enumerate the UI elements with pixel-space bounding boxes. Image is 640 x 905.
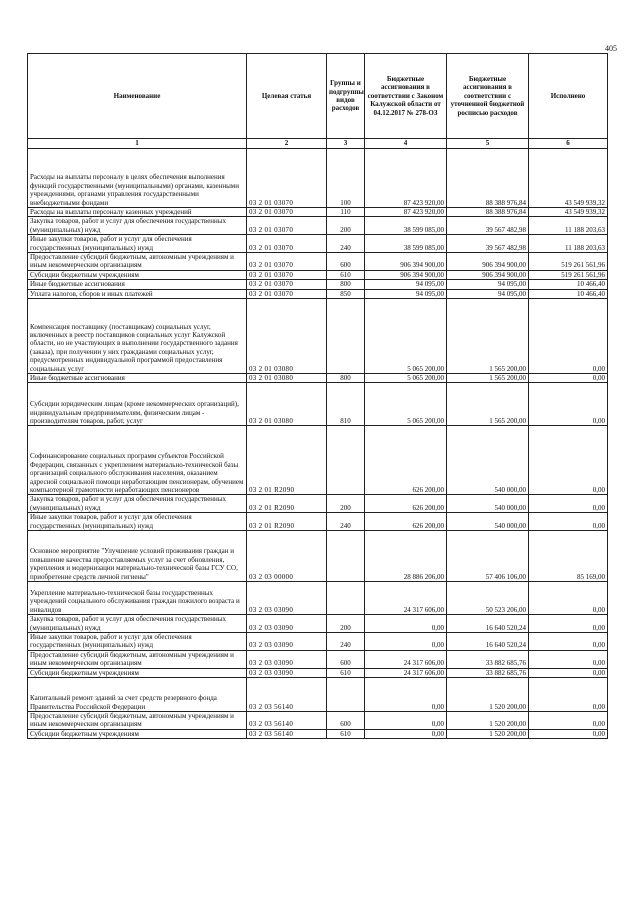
cell-exec: 0,00 xyxy=(529,729,608,738)
cell-name: Расходы на выплаты персоналу казенных учреждений xyxy=(28,208,247,217)
cell-refined: 906 394 900,00 xyxy=(447,253,529,271)
cell-law: 87 423 920,00 xyxy=(365,149,447,208)
cell-code: 03 2 03 03090 xyxy=(247,632,327,650)
table-row xyxy=(28,668,608,677)
cell-name: Предоставление субсидий бюджетным, автономным учреждениям и иным некоммерческим организациям xyxy=(28,711,247,729)
page-number: 405 xyxy=(605,44,617,53)
cell-group: 850 xyxy=(327,289,365,298)
table-row xyxy=(28,650,608,668)
cell-group: 610 xyxy=(327,270,365,279)
cell-group xyxy=(327,299,365,374)
cell-exec: 0,00 xyxy=(529,495,608,513)
cell-group: 240 xyxy=(327,632,365,650)
cell-group: 800 xyxy=(327,374,365,383)
cell-law: 626 200,00 xyxy=(365,513,447,531)
cell-law: 5 065 200,00 xyxy=(365,299,447,374)
cell-exec: 0,00 xyxy=(529,711,608,729)
cell-name: Расходы на выплаты персоналу в целях обеспечения выполнения функций государственными (муниципальными) органами, казенными учреждениями, органами управления государственными внебюджетными фондами xyxy=(28,149,247,208)
cell-group: 600 xyxy=(327,711,365,729)
cell-exec: 0,00 xyxy=(529,374,608,383)
cell-name: Капитальный ремонт зданий за счет средств резервного фонда Правительства Российской Федерации xyxy=(28,677,247,711)
column-number: 1 xyxy=(28,139,247,149)
cell-name: Субсидии бюджетным учреждениям xyxy=(28,729,247,738)
header-budget-law: Бюджетные ассигнования в соответствии с Законом Калужской области от 04.12.2017 № 278-ОЗ xyxy=(365,54,447,139)
cell-law: 0,00 xyxy=(365,632,447,650)
cell-name: Укрепление материально-технической базы государственных учреждений социального обслуживания граждан пожилого возраста и инвалидов xyxy=(28,582,247,615)
cell-exec: 0,00 xyxy=(529,383,608,426)
cell-refined: 16 640 520,24 xyxy=(447,615,529,633)
cell-name: Субсидии бюджетным учреждениям xyxy=(28,668,247,677)
table-row xyxy=(28,495,608,513)
table-row xyxy=(28,426,608,495)
table-row xyxy=(28,374,608,383)
cell-code: 03 2 01 R2090 xyxy=(247,495,327,513)
cell-law: 94 095,00 xyxy=(365,289,447,298)
cell-law: 0,00 xyxy=(365,711,447,729)
column-numbers-row xyxy=(28,139,608,149)
cell-refined: 33 882 685,76 xyxy=(447,650,529,668)
cell-name: Уплата налогов, сборов и иных платежей xyxy=(28,289,247,298)
cell-exec: 0,00 xyxy=(529,582,608,615)
table-row xyxy=(28,632,608,650)
cell-code: 03 2 03 00000 xyxy=(247,531,327,582)
cell-exec: 43 549 939,32 xyxy=(529,208,608,217)
cell-group xyxy=(327,677,365,711)
cell-name: Иные бюджетные ассигнования xyxy=(28,374,247,383)
cell-code: 03 2 01 R2090 xyxy=(247,513,327,531)
cell-name: Предоставление субсидий бюджетным, автономным учреждениям и иным некоммерческим организациям xyxy=(28,253,247,271)
table-row xyxy=(28,677,608,711)
cell-code: 03 2 03 03090 xyxy=(247,650,327,668)
cell-name: Софинансирование социальных программ субъектов Российской Федерации, связанных с укреплением материально-технической базы организаций социального обслуживания населения, оказанием адресной социальной помощи неработающим пенсионерам, обучением компьютерной грамотности неработающих пенсионеров xyxy=(28,426,247,495)
cell-name: Компенсация поставщику (поставщикам) социальных услуг, включенных в реестр поставщиков социальных услуг Калужской области, но не участвующих в выполнении государственного задания (заказа), при получении у них гражданами социальных услуг, предусмотренных индивидуальной программой предоставления социальных услуг xyxy=(28,299,247,374)
header-budget-refined: Бюджетные ассигнования в соответствии с уточненной бюджетной росписью расходов xyxy=(447,54,529,139)
cell-name: Субсидии юридическим лицам (кроме некоммерческих организаций), индивидуальным предпринимателям, физическим лицам - производителям товаров, работ, услуг xyxy=(28,383,247,426)
column-number: 3 xyxy=(327,139,365,149)
cell-law: 24 317 606,00 xyxy=(365,582,447,615)
cell-law: 5 065 200,00 xyxy=(365,383,447,426)
cell-name: Закупка товаров, работ и услуг для обеспечения государственных (муниципальных) нужд xyxy=(28,217,247,235)
cell-exec: 519 261 561,96 xyxy=(529,270,608,279)
cell-refined: 1 565 200,00 xyxy=(447,374,529,383)
cell-exec: 519 261 561,96 xyxy=(529,253,608,271)
cell-exec: 11 188 203,63 xyxy=(529,217,608,235)
cell-exec: 10 466,40 xyxy=(529,280,608,289)
cell-group xyxy=(327,426,365,495)
cell-law: 38 599 085,00 xyxy=(365,235,447,253)
table-row xyxy=(28,513,608,531)
cell-exec: 0,00 xyxy=(529,668,608,677)
cell-exec: 0,00 xyxy=(529,426,608,495)
table-row xyxy=(28,299,608,374)
cell-code: 03 2 03 03090 xyxy=(247,668,327,677)
cell-refined: 16 640 520,24 xyxy=(447,632,529,650)
cell-name: Иные закупки товаров, работ и услуг для обеспечения государственных (муниципальных) нужд xyxy=(28,235,247,253)
cell-law: 626 200,00 xyxy=(365,495,447,513)
cell-law: 24 317 606,00 xyxy=(365,668,447,677)
cell-group: 200 xyxy=(327,217,365,235)
cell-group: 810 xyxy=(327,383,365,426)
cell-group: 240 xyxy=(327,513,365,531)
cell-code: 03 2 03 03090 xyxy=(247,615,327,633)
header-groups: Группы и подгруппы видов расходов xyxy=(327,54,365,139)
cell-law: 906 394 900,00 xyxy=(365,270,447,279)
cell-code: 03 2 01 03080 xyxy=(247,383,327,426)
cell-refined: 1 520 200,00 xyxy=(447,711,529,729)
cell-law: 626 200,00 xyxy=(365,426,447,495)
cell-code: 03 2 03 56140 xyxy=(247,711,327,729)
table-row xyxy=(28,253,608,271)
cell-law: 38 599 085,00 xyxy=(365,217,447,235)
cell-refined: 39 567 482,98 xyxy=(447,217,529,235)
header-execution: Исполнено xyxy=(529,54,608,139)
cell-exec: 10 466,40 xyxy=(529,289,608,298)
cell-group: 200 xyxy=(327,495,365,513)
header-name: Наименование xyxy=(28,54,247,139)
cell-name: Иные закупки товаров, работ и услуг для обеспечения государственных (муниципальных) нужд xyxy=(28,632,247,650)
cell-refined: 540 000,00 xyxy=(447,426,529,495)
table-row xyxy=(28,615,608,633)
cell-group: 610 xyxy=(327,729,365,738)
cell-exec: 85 169,00 xyxy=(529,531,608,582)
cell-exec: 0,00 xyxy=(529,650,608,668)
cell-law: 94 095,00 xyxy=(365,280,447,289)
column-number: 4 xyxy=(365,139,447,149)
cell-refined: 1 565 200,00 xyxy=(447,383,529,426)
cell-code: 03 2 01 03070 xyxy=(247,289,327,298)
cell-refined: 57 406 106,00 xyxy=(447,531,529,582)
cell-refined: 39 567 482,98 xyxy=(447,235,529,253)
table-row xyxy=(28,208,608,217)
cell-refined: 50 523 206,00 xyxy=(447,582,529,615)
table-row xyxy=(28,217,608,235)
table-row xyxy=(28,582,608,615)
cell-code: 03 2 01 03070 xyxy=(247,253,327,271)
cell-law: 0,00 xyxy=(365,729,447,738)
cell-name: Иные закупки товаров, работ и услуг для обеспечения государственных (муниципальных) нужд xyxy=(28,513,247,531)
column-number: 6 xyxy=(529,139,608,149)
cell-refined: 1 520 200,00 xyxy=(447,677,529,711)
cell-exec: 0,00 xyxy=(529,632,608,650)
cell-group: 200 xyxy=(327,615,365,633)
cell-law: 5 065 200,00 xyxy=(365,374,447,383)
cell-law: 906 394 900,00 xyxy=(365,253,447,271)
cell-code: 03 2 03 03090 xyxy=(247,582,327,615)
cell-refined: 540 000,00 xyxy=(447,495,529,513)
cell-law: 0,00 xyxy=(365,677,447,711)
cell-code: 03 2 03 56140 xyxy=(247,677,327,711)
table-row xyxy=(28,270,608,279)
table-row xyxy=(28,149,608,208)
cell-name: Основное мероприятие "Улучшение условий проживания граждан и повышение качества предоставляемых услуг за счет обновления, укрепления и модернизации материально-технической базы ГСУ СО, приобретение средств личной гигиены" xyxy=(28,531,247,582)
table-row xyxy=(28,289,608,298)
cell-exec: 0,00 xyxy=(529,615,608,633)
header-target-article: Целевая статья xyxy=(247,54,327,139)
cell-group: 110 xyxy=(327,208,365,217)
cell-name: Субсидии бюджетным учреждениям xyxy=(28,270,247,279)
cell-name: Закупка товаров, работ и услуг для обеспечения государственных (муниципальных) нужд xyxy=(28,495,247,513)
cell-refined: 540 000,00 xyxy=(447,513,529,531)
cell-code: 03 2 01 03070 xyxy=(247,235,327,253)
table-row xyxy=(28,729,608,738)
cell-refined: 94 095,00 xyxy=(447,289,529,298)
cell-law: 28 886 206,00 xyxy=(365,531,447,582)
cell-refined: 1 520 200,00 xyxy=(447,729,529,738)
cell-name: Иные бюджетные ассигнования xyxy=(28,280,247,289)
cell-refined: 33 882 685,76 xyxy=(447,668,529,677)
column-number: 2 xyxy=(247,139,327,149)
cell-code: 03 2 01 03070 xyxy=(247,270,327,279)
cell-name: Закупка товаров, работ и услуг для обеспечения государственных (муниципальных) нужд xyxy=(28,615,247,633)
cell-group: 600 xyxy=(327,253,365,271)
cell-refined: 88 388 976,84 xyxy=(447,149,529,208)
table-row xyxy=(28,531,608,582)
cell-code: 03 2 01 03070 xyxy=(247,217,327,235)
cell-exec: 0,00 xyxy=(529,513,608,531)
cell-group: 100 xyxy=(327,149,365,208)
cell-code: 03 2 01 03080 xyxy=(247,374,327,383)
cell-group: 800 xyxy=(327,280,365,289)
cell-name: Предоставление субсидий бюджетным, автономным учреждениям и иным некоммерческим организациям xyxy=(28,650,247,668)
cell-refined: 906 394 900,00 xyxy=(447,270,529,279)
table-row xyxy=(28,383,608,426)
cell-group: 240 xyxy=(327,235,365,253)
cell-refined: 1 565 200,00 xyxy=(447,299,529,374)
table-row xyxy=(28,280,608,289)
table-row xyxy=(28,235,608,253)
cell-refined: 94 095,00 xyxy=(447,280,529,289)
cell-code: 03 2 03 56140 xyxy=(247,729,327,738)
cell-code: 03 2 01 03070 xyxy=(247,149,327,208)
budget-table xyxy=(27,53,608,739)
cell-law: 0,00 xyxy=(365,615,447,633)
column-number: 5 xyxy=(447,139,529,149)
cell-refined: 88 388 976,84 xyxy=(447,208,529,217)
cell-law: 24 317 606,00 xyxy=(365,650,447,668)
cell-group: 610 xyxy=(327,668,365,677)
cell-group xyxy=(327,531,365,582)
cell-exec: 0,00 xyxy=(529,299,608,374)
cell-code: 03 2 01 03080 xyxy=(247,299,327,374)
table-row xyxy=(28,711,608,729)
cell-group: 600 xyxy=(327,650,365,668)
cell-code: 03 2 01 03070 xyxy=(247,280,327,289)
cell-exec: 0,00 xyxy=(529,677,608,711)
cell-law: 87 423 920,00 xyxy=(365,208,447,217)
cell-code: 03 2 01 03070 xyxy=(247,208,327,217)
cell-exec: 11 188 203,63 xyxy=(529,235,608,253)
cell-code: 03 2 01 R2090 xyxy=(247,426,327,495)
cell-group xyxy=(327,582,365,615)
cell-exec: 43 549 939,32 xyxy=(529,149,608,208)
